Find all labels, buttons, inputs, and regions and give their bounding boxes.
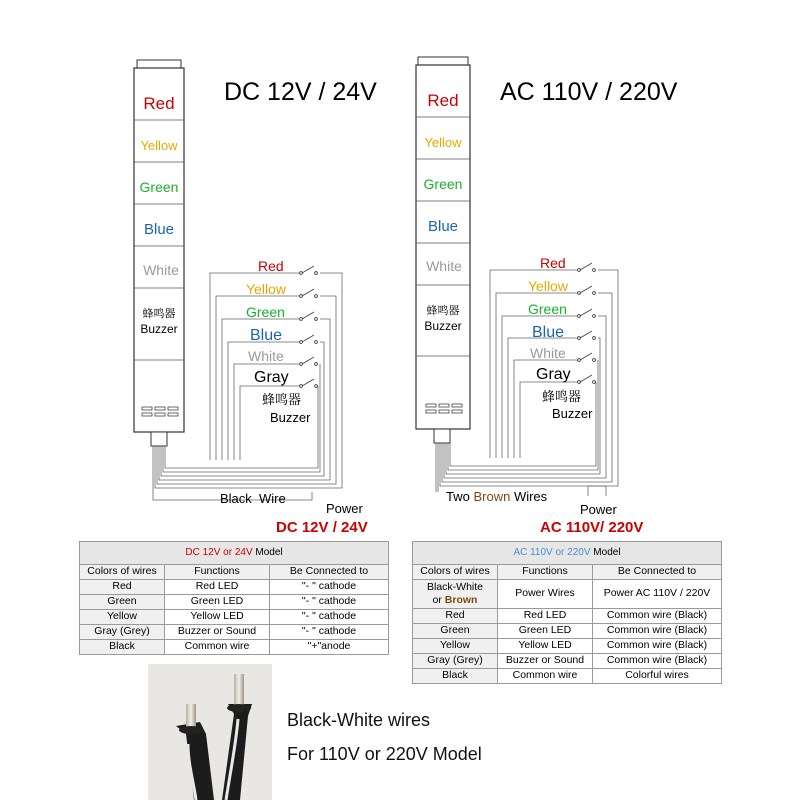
ac-cell-connection: Power AC 110V / 220V (593, 580, 722, 609)
ac-table-header: Functions (498, 565, 593, 580)
ac-heading: AC 110V / 220V (500, 78, 678, 106)
note-model: For 110V or 220V Model (287, 744, 482, 764)
ac-tower-body (416, 65, 470, 429)
ac-wire-label-yellow: Yellow (528, 278, 568, 294)
ac-cell-color: Red (413, 609, 498, 624)
dc-wire-label-buzzer-en: Buzzer (270, 410, 311, 425)
ac-tower-buzzer-cn: 蜂鸣器 (426, 305, 460, 317)
dc-cell-function: Common wire (165, 640, 270, 655)
ac-cell-connection: Common wire (Black) (593, 624, 722, 639)
dc-voltage-label: DC 12V / 24V (276, 519, 368, 536)
ac-tower-buzzer-en: Buzzer (424, 319, 462, 333)
wire-photo-image (148, 664, 272, 800)
dc-wire-label-gray: Gray (254, 369, 289, 386)
dc-wire-label-green: Green (246, 304, 285, 320)
dc-tower-label-green: Green (139, 179, 179, 195)
ac-wire-label-blue: Blue (532, 324, 565, 341)
dc-power-label: Power (326, 501, 363, 516)
dc-cell-connection: "- " cathode (270, 580, 389, 595)
ac-wire-label-red: Red (540, 255, 566, 271)
ac-cell-connection: Common wire (Black) (593, 639, 722, 654)
dc-cell-function: Buzzer or Sound (165, 625, 270, 640)
dc-black-wire-label: Black Wire (220, 491, 286, 506)
dc-cell-connection: "- " cathode (270, 595, 389, 610)
ac-tower-label-blue: Blue (427, 218, 459, 235)
dc-table-header: Colors of wires (80, 565, 165, 580)
dc-wire-label-red: Red (258, 258, 284, 274)
dc-table-header: Functions (165, 565, 270, 580)
ac-model-table (412, 541, 722, 684)
ac-wire-label-white: White (530, 345, 566, 361)
dc-cell-color: Black (80, 640, 165, 655)
ac-table-title-model: AC 110V or 220V (513, 546, 591, 558)
dc-tower-label-yellow: Yellow (140, 138, 178, 153)
ac-cell-function: Green LED (498, 624, 593, 639)
ac-switches (578, 263, 596, 383)
dc-cell-connection: "- " cathode (270, 610, 389, 625)
dc-tower-buzzer-en: Buzzer (140, 322, 178, 336)
dc-wire-label-yellow: Yellow (246, 281, 286, 297)
ac-voltage-label: AC 110V/ 220V (540, 519, 644, 536)
ac-tower-label-green: Green (423, 176, 463, 192)
ac-power-label: Power (580, 502, 617, 517)
ac-cell-connection: Common wire (Black) (593, 609, 722, 624)
dc-tower-body (134, 68, 184, 432)
ac-cell-connection: Common wire (Black) (593, 654, 722, 669)
dc-tower-label-red: Red (143, 94, 175, 113)
ac-two-wires-b: Brown (473, 489, 511, 504)
dc-switches (300, 266, 318, 387)
dc-model-table (79, 541, 389, 655)
ac-two-wires-a: Two (446, 489, 474, 504)
table-row (80, 625, 389, 640)
ac-two-wires-label (446, 489, 548, 504)
dc-cell-connection: "- " cathode (270, 625, 389, 640)
dc-wire-label-blue: Blue (250, 327, 283, 344)
ac-tower (416, 57, 470, 443)
ac-wire-label-buzzer-cn: 蜂鸣器 (542, 389, 582, 404)
dc-wire-label-buzzer-cn: 蜂鸣器 (262, 392, 302, 407)
table-row (413, 624, 722, 639)
ac-tower-cap (418, 57, 468, 65)
table-row (413, 669, 722, 684)
table-row (80, 610, 389, 625)
note-black-white-wires: Black-White wires (287, 710, 431, 730)
dc-table-header: Be Connected to (270, 565, 389, 580)
ac-cell-color: Gray (Grey) (413, 654, 498, 669)
ac-cell-color-brown: Brown (444, 594, 478, 606)
dc-cell-color: Gray (Grey) (80, 625, 165, 640)
ac-wire-label-buzzer-en: Buzzer (552, 406, 593, 421)
ac-table-title-rest: Model (590, 546, 621, 558)
ac-table-header: Colors of wires (413, 565, 498, 580)
dc-cell-function: Green LED (165, 595, 270, 610)
ac-tower-label-yellow: Yellow (424, 135, 462, 150)
dc-tower-label-blue: Blue (143, 221, 175, 238)
ac-cell-function: Buzzer or Sound (498, 654, 593, 669)
ac-cell-color-or: or (432, 594, 445, 606)
dc-cell-function: Yellow LED (165, 610, 270, 625)
table-row (80, 640, 389, 655)
dc-cell-color: Yellow (80, 610, 165, 625)
table-row (413, 654, 722, 669)
dc-tower (134, 60, 184, 446)
dc-table-title-rest: Model (252, 546, 283, 558)
ac-tower-label-white: White (426, 258, 462, 274)
table-row (413, 639, 722, 654)
ac-cell-function: Yellow LED (498, 639, 593, 654)
table-row (413, 580, 722, 609)
dc-heading: DC 12V / 24V (224, 78, 377, 106)
dc-wire-label-white: White (248, 348, 284, 364)
wire-photo (148, 664, 272, 800)
dc-cell-function: Red LED (165, 580, 270, 595)
ac-cell-color (413, 580, 498, 609)
ac-table-title (413, 542, 722, 565)
ac-cell-color: Black (413, 669, 498, 684)
dc-table-title-model: DC 12V or 24V (185, 546, 253, 558)
ac-cell-function: Power Wires (498, 580, 593, 609)
dc-tower-buzzer-cn: 蜂鸣器 (142, 308, 176, 320)
ac-cell-color: Green (413, 624, 498, 639)
dc-table-title (80, 542, 389, 565)
ac-cell-function: Red LED (498, 609, 593, 624)
dc-cell-connection: "+"anode (270, 640, 389, 655)
table-row (413, 609, 722, 624)
ac-cell-function: Common wire (498, 669, 593, 684)
ac-wire-label-gray: Gray (536, 366, 571, 383)
table-row (80, 595, 389, 610)
dc-tower-label-white: White (143, 262, 179, 278)
ac-cell-connection: Colorful wires (593, 669, 722, 684)
table-row (80, 580, 389, 595)
dc-tower-cap (137, 60, 181, 68)
dc-cell-color: Red (80, 580, 165, 595)
ac-tower-base (434, 429, 450, 443)
ac-cell-color-line1: Black-White (426, 580, 483, 593)
ac-tower-label-red: Red (427, 91, 459, 110)
ac-cell-color: Yellow (413, 639, 498, 654)
dc-tower-base (151, 432, 167, 446)
ac-two-wires-c: Wires (510, 489, 548, 504)
ac-table-header: Be Connected to (593, 565, 722, 580)
ac-wire-label-green: Green (528, 301, 567, 317)
dc-cell-color: Green (80, 595, 165, 610)
